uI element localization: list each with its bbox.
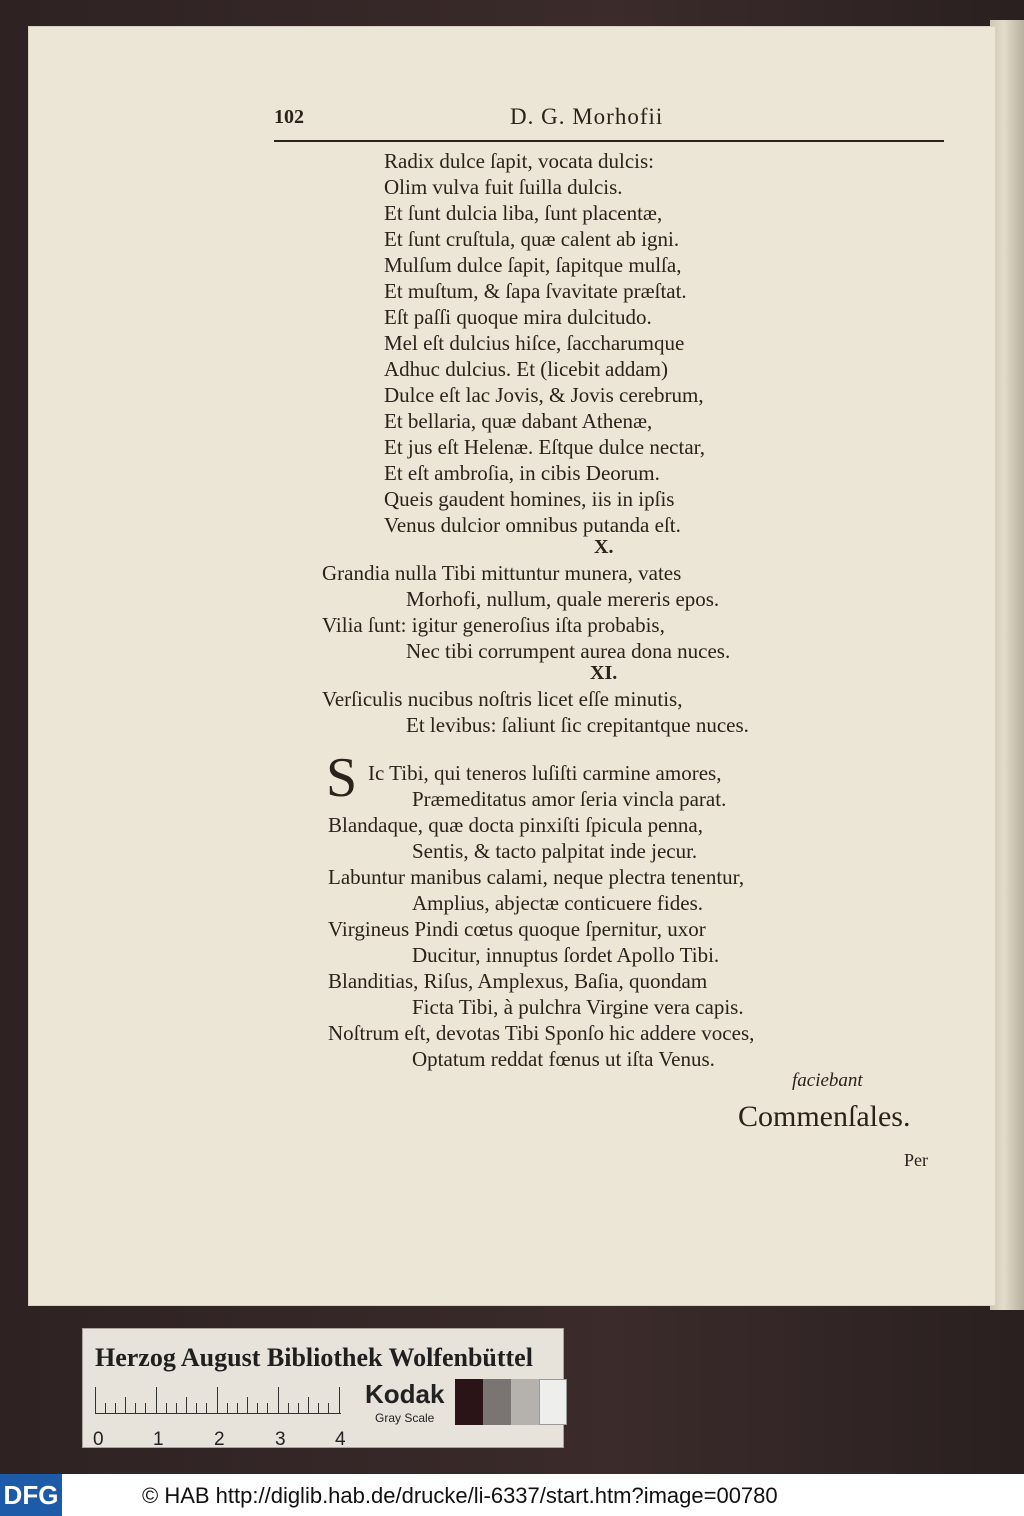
running-title: D. G. Morhofii	[510, 104, 664, 129]
elegy-line: Blanditias, Riſus, Amplexus, Baſia, quondam	[328, 969, 708, 993]
poem-line: Dulce eſt lac Jovis, & Jovis cerebrum,	[384, 383, 704, 407]
ruler-label: 1	[153, 1429, 164, 1450]
gray-scale-label: Gray Scale	[375, 1411, 435, 1425]
elegy-line: Ducitur, innuptus ſordet Apollo Tibi.	[412, 943, 720, 967]
poem-line: Mulſum dulce ſapit, ſapitque mulſa,	[384, 253, 682, 277]
commensales-text: Commenſales.	[738, 1100, 911, 1133]
section-numeral-x: X.	[594, 536, 614, 558]
section-numeral-xi: XI.	[590, 662, 618, 684]
page-number: 102	[274, 106, 304, 128]
elegy-line: Sentis, & tacto palpitat inde jecur.	[412, 839, 698, 863]
gray-swatch	[455, 1379, 483, 1425]
poem-line: Venus dulcior omnibus putanda eſt.	[384, 513, 681, 537]
elegy-line: Virgineus Pindi cœtus quoque ſpernitur, uxor	[328, 917, 706, 941]
poem-line: Et jus eſt Helenæ. Eſtque dulce nectar,	[384, 435, 706, 459]
poem-line: Olim vulva fuit ſuilla dulcis.	[384, 175, 623, 199]
drop-cap: S	[326, 747, 358, 809]
poem-line: Adhuc dulcius. Et (licebit addam)	[384, 357, 669, 381]
elegy-line: Noſtrum eſt, devotas Tibi Sponſo hic addere voces,	[328, 1021, 755, 1045]
poem-line: Et bellaria, quæ dabant Athenæ,	[384, 409, 653, 433]
poem-line: Eſt paſſi quoque mira dulcitudo.	[384, 305, 652, 329]
faciebant-text: faciebant	[792, 1070, 863, 1091]
epigram-line: Et levibus: ſaliunt ſic crepitantque nuces.	[406, 713, 749, 737]
epigram-line: Grandia nulla Tibi mittuntur munera, vates	[322, 561, 682, 585]
epigram-line: Nec tibi corrumpent aurea dona nuces.	[406, 639, 731, 663]
gray-swatch	[539, 1379, 567, 1425]
scale-ruler	[95, 1387, 341, 1414]
poem-line: Et muſtum, & ſapa ſvavitate præſtat.	[384, 279, 687, 303]
header-rule	[274, 140, 944, 142]
elegy-line: Labuntur manibus calami, neque plectra tenentur,	[328, 865, 745, 889]
elegy-line: Blandaque, quæ docta pinxiſti ſpicula penna,	[328, 813, 703, 837]
poem-line: Et ſunt cruſtula, quæ calent ab igni.	[384, 227, 680, 251]
color-calibration-card	[82, 1328, 564, 1448]
footer-bar	[0, 1474, 1024, 1516]
ruler-label: 2	[214, 1429, 225, 1450]
poem-line: Queis gaudent homines, iis in ipſis	[384, 487, 675, 511]
ruler-label: 0	[93, 1429, 104, 1450]
book-page	[28, 26, 996, 1306]
elegy-line: Præmeditatus amor ſeria vincla parat.	[412, 787, 727, 811]
catchword: Per	[904, 1150, 928, 1170]
gray-swatch	[483, 1379, 511, 1425]
ruler-label: 4	[335, 1429, 346, 1450]
library-name: Herzog August Bibliothek Wolfenbüttel	[95, 1343, 533, 1372]
epigram-line: Vilia ſunt: igitur generoſius iſta probabis,	[322, 613, 665, 637]
elegy-line: Ic Tibi, qui teneros luſiſti carmine amores,	[368, 761, 722, 785]
elegy-line: Ficta Tibi, à pulchra Virgine vera capis.	[412, 995, 744, 1019]
kodak-brand: Kodak	[365, 1379, 445, 1409]
poem-line: Et ſunt dulcia liba, ſunt placentæ,	[384, 201, 663, 225]
poem-line: Mel eſt dulcius hiſce, ſaccharumque	[384, 331, 685, 355]
epigram-line: Verſiculis nucibus noſtris licet eſſe minutis,	[322, 687, 683, 711]
copyright-link[interactable]: © HAB http://diglib.hab.de/drucke/li-6337/start.htm?image=00780	[142, 1483, 778, 1508]
elegy-line: Amplius, abjectæ conticuere fides.	[412, 891, 703, 915]
epigram-line: Morhofi, nullum, quale mereris epos.	[406, 587, 720, 611]
poem-line: Radix dulce ſapit, vocata dulcis:	[384, 149, 655, 173]
ruler-label: 3	[275, 1429, 286, 1450]
elegy-line: Optatum reddat fœnus ut iſta Venus.	[412, 1047, 715, 1071]
gray-swatch	[511, 1379, 539, 1425]
dfg-logo: DFG	[0, 1474, 62, 1516]
poem-line: Et eſt ambroſia, in cibis Deorum.	[384, 461, 660, 485]
